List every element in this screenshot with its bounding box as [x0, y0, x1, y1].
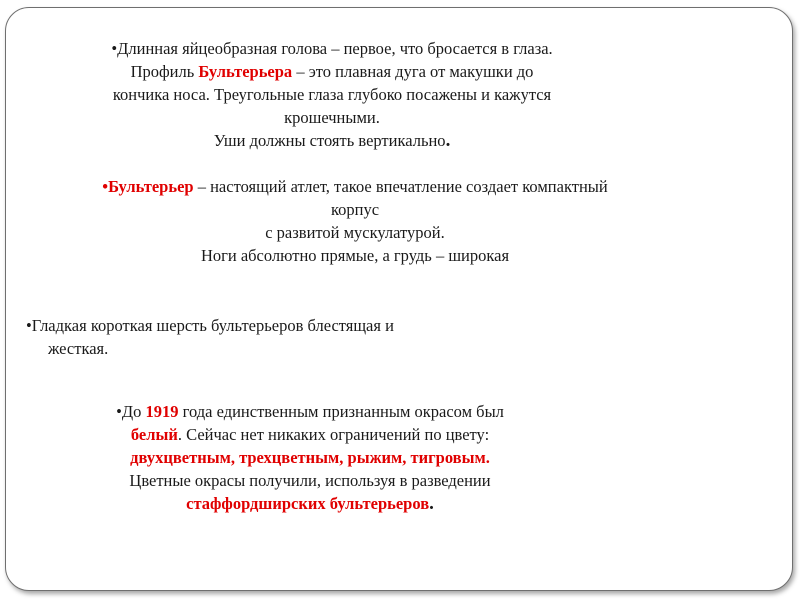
p3-line-2: жесткая.	[48, 339, 109, 358]
p4-line-5-dot: .	[429, 493, 434, 514]
p2-line-2: корпус	[330, 200, 380, 219]
p1-line-2	[42, 60, 622, 83]
p1-line-2-text: Профиль	[130, 62, 199, 81]
staffordshire-highlight: стаффордширских бультерьеров	[186, 494, 430, 513]
white-color-highlight: белый	[130, 425, 178, 444]
breed-name-highlight: Бультерьера	[198, 62, 293, 81]
p4-line-5	[60, 492, 560, 515]
p4-line-1-text: •До	[116, 402, 146, 421]
p1-line-5	[42, 129, 622, 152]
p2-line-4: Ноги абсолютно прямые, а грудь – широкая	[200, 246, 510, 265]
p4-line-3-colors: двухцветным, трехцветным, рыжим, тигровым.	[130, 448, 490, 467]
year-highlight: 1919	[145, 402, 179, 421]
paragraph-coat-description	[26, 314, 496, 360]
p3-line-1: •Гладкая короткая шерсть бультерьеров блестящая и	[26, 316, 394, 335]
p4-line-4: Цветные окрасы получили, используя в разведении	[129, 471, 491, 490]
paragraph-body-description	[40, 175, 670, 267]
p4-line-2-rest: . Сейчас нет никаких ограничений по цвету:	[177, 425, 490, 444]
p1-line-4: крошечными.	[284, 108, 380, 127]
p1-line-2-rest: – это плавная дуга от макушки до	[292, 62, 534, 81]
p1-line-5-dot: .	[445, 130, 451, 151]
p4-line-1-rest: года единственным признанным окрасом был	[178, 402, 504, 421]
paragraph-color-description	[60, 400, 560, 515]
p2-line-3: с развитой мускулатурой.	[265, 223, 445, 242]
breed-name-highlight-2: Бультерьер	[108, 177, 194, 196]
paragraph-head-description	[42, 37, 622, 152]
p4-line-1	[60, 400, 560, 423]
p2-bullet: •	[102, 177, 109, 196]
p1-line-3: кончика носа. Треугольные глаза глубоко посажены и кажутся	[112, 85, 552, 104]
p2-line-1-rest: – настоящий атлет, такое впечатление создает компактный	[193, 177, 608, 196]
p1-line-5-text: Уши должны стоять вертикально	[213, 131, 446, 150]
p2-line-1	[40, 175, 670, 198]
p4-line-2	[60, 423, 560, 446]
p1-line-1: •Длинная яйцеобразная голова – первое, что бросается в глаза.	[111, 39, 553, 58]
